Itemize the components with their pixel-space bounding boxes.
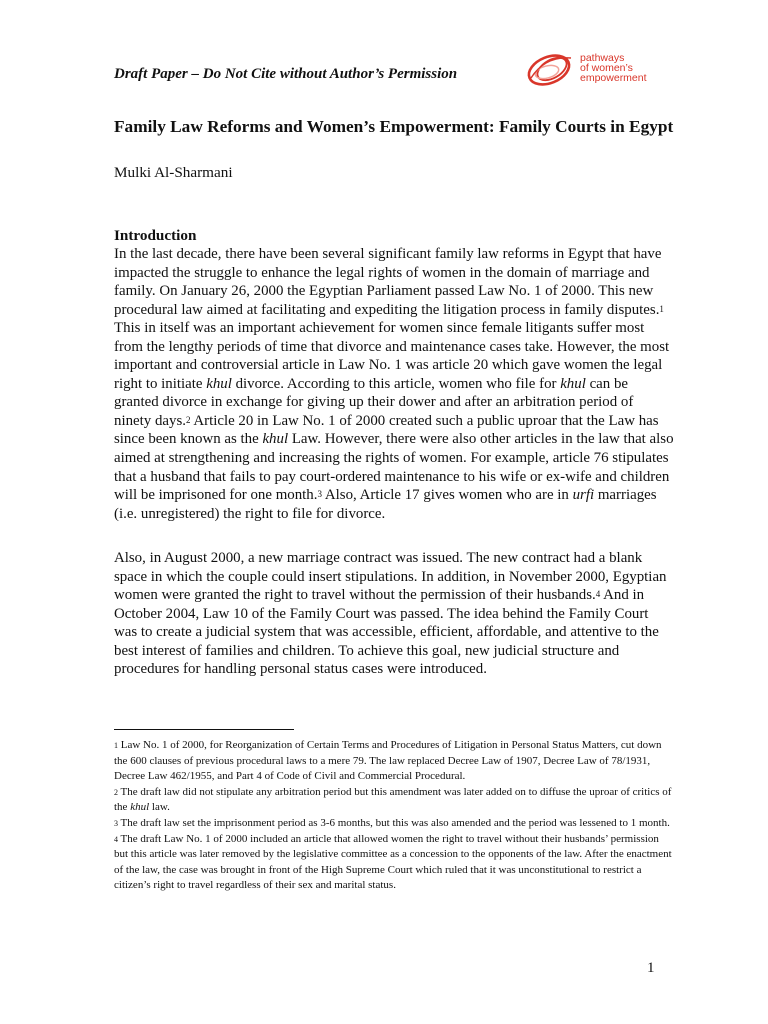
running-header: Draft Paper – Do Not Cite without Author’s Permission [114, 66, 458, 82]
page-number: 1 [647, 960, 655, 976]
text-run: marriages (i.e. unregistered) the right to file for divorce. [114, 487, 657, 522]
footnote-3 [114, 816, 674, 832]
footnote-text: The draft law did not stipulate any arbitration period but this amendment was later added on to diffuse the uproar of critics of the [114, 785, 672, 814]
text-run: can be granted divorce in exchange for giving up their dower and after an arbitration period of ninety days. [114, 375, 634, 429]
term-urfi: urfi [572, 487, 595, 504]
intro-paragraph-2 [114, 549, 674, 679]
term-khul: khul [262, 431, 289, 448]
footnote-text: Law No. 1 of 2000, for Reorganization of Certain Terms and Procedures of Litigation in Personal Status Matters, cut down the 600 clauses of previous procedural laws to a mere 79. The law replaced Decree Law of 1907, Decree Law of 78/1931, Decree Law 462/1955, and Part 4 of Code of Civil and Commercial Procedural. [114, 739, 662, 783]
pathways-logo [525, 48, 655, 96]
paper-title: Family Law Reforms and Women’s Empowerment: Family Courts in Egypt [114, 117, 674, 136]
text-run: Also, in August 2000, a new marriage contract was issued. The new contract had a blank space in which the couple could insert stipulations. In addition, in November 2000, Egyptian women were granted the right to travel without the permission of their husbands. [114, 550, 667, 604]
text-run: Also, Article 17 gives women who are in [321, 487, 573, 504]
footnote-mark: 4 [114, 834, 118, 844]
term-khul: khul [130, 801, 150, 814]
section-heading-introduction: Introduction [114, 227, 197, 244]
text-run: Article 20 in Law No. 1 of 2000 created such a public uproar that the Law has since been known as the [114, 412, 659, 448]
footnote-ref-4: 4 [595, 589, 601, 600]
footnote-ref-1: 1 [659, 303, 664, 314]
intro-paragraph-1 [114, 245, 674, 523]
term-khul: khul [560, 375, 586, 392]
logo-text [580, 53, 647, 83]
footnote-separator [114, 729, 294, 730]
term-khul: khul [206, 375, 232, 392]
footnote-mark: 3 [114, 818, 118, 828]
author-name: Mulki Al-Sharmani [114, 164, 233, 181]
footnote-text: The draft law set the imprisonment period as 3-6 months, but this was also amended and the period was lessened to 1 month. [118, 816, 670, 829]
text-run: Law. However, there were also other articles in the law that also aimed at strengthening and increasing the rights of women. For example, article 76 stipulates that a husband that fails to pay court-ordered maintenance to his wife or ex-wife and children will be imprisoned for one month. [114, 431, 674, 504]
swirl-logo-icon [525, 48, 581, 92]
text-run: In the last decade, there have been several significant family law reforms in Egypt that have impacted the struggle to enhance the legal rights of women in the domain of marriage and family. On January 26, 2000 the Egyptian Parliament passed Law No. 1 of 2000. This new procedural law aimed at facilitating and expediting the litigation process in family disputes. [114, 246, 662, 318]
footnotes [114, 738, 674, 894]
footnote-mark: 2 [114, 787, 118, 797]
text-run: And in October 2004, Law 10 of the Family Court was passed. The idea behind the Family Court was to create a judicial system that was accessible, efficient, affordable, and attentive to the best interest of families and children. To achieve this goal, new judicial structure and procedures for handling personal status cases were introduced. [114, 587, 659, 678]
logo-line-2: of women’s [580, 62, 633, 74]
text-run: divorce. According to this article, women who file for [231, 375, 561, 392]
footnote-text-tail: law. [149, 801, 170, 814]
footnote-mark: 1 [114, 741, 118, 750]
text-run: This in itself was an important achievement for women since female litigants suffer most from the lengthy periods of time that divorce and maintenance cases take. However, the most important and controversial article in Law No. 1 was article 20 which gave women the legal right to initiate [114, 320, 670, 392]
footnote-text: The draft Law No. 1 of 2000 included an article that allowed women the right to travel without their husbands’ permission but this article was later removed by the legislative committee as a concession to the opponents of the law. After the enactment of the law, the case was brought in front of the High Supreme Court which ruled that it was unconstitutional to restrict a citizen’s right to travel regardless of their sex and marital status. [114, 832, 672, 892]
logo-line-1: pathways [580, 52, 625, 64]
footnote-ref-2: 2 [185, 414, 191, 425]
footnote-ref-3: 3 [317, 489, 322, 500]
footnote-4 [114, 832, 674, 894]
footnote-1 [114, 738, 674, 785]
logo-line-3: empowerment [580, 72, 647, 84]
footnote-2 [114, 785, 674, 816]
